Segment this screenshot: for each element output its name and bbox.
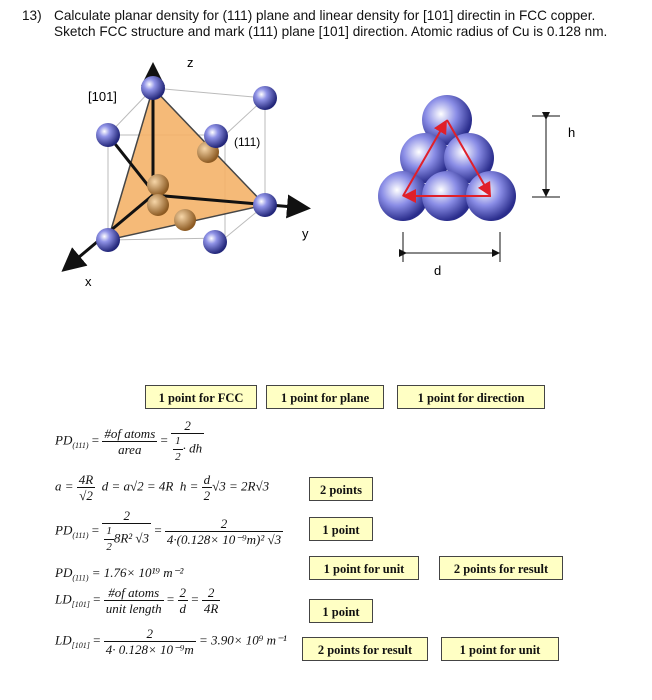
rubric-two-points: 2 points [309, 477, 373, 501]
rubric-one-point-b: 1 point [309, 599, 373, 623]
rubric-unit-b: 1 point for unit [441, 637, 559, 661]
a-lhs: a = [55, 478, 74, 494]
plane-label: (111) [234, 135, 261, 149]
eq5-mid-fraction [178, 585, 189, 616]
a-fraction [77, 472, 95, 503]
y-axis-label: y [302, 226, 309, 241]
eq1-rhs-den-a: 1 [173, 434, 183, 450]
atom-inner [147, 174, 169, 196]
eq3-den-a: 1 [104, 524, 114, 540]
eq6-fraction [104, 626, 196, 657]
rubric-result-b: 2 points for result [302, 637, 428, 661]
atom-corner [96, 123, 120, 147]
h-fraction [202, 472, 213, 503]
equation-a-d-h [55, 472, 269, 503]
pd-label-2: PD [55, 522, 73, 538]
rubric-plane: 1 point for plane [266, 385, 384, 409]
eq1-rhs-fraction [171, 418, 204, 465]
width-dimension [403, 232, 500, 262]
rubric-one-point-a: 1 point [309, 517, 373, 541]
h-expr-a: h = [179, 478, 199, 494]
eq1-den: area [118, 442, 142, 457]
atom-face [204, 124, 228, 148]
eq1-rhs-num: 2 [171, 418, 204, 434]
rubric-direction: 1 point for direction [397, 385, 545, 409]
eq1-rhs-den-b: 2 [175, 451, 181, 463]
eq5-fraction [104, 585, 164, 616]
eq5-den: unit length [105, 601, 162, 616]
atom-corner [141, 76, 165, 100]
eq3-num: 2 [102, 508, 151, 524]
direction-label: [101] [88, 89, 117, 104]
eq1-rhs-den-c: · dh [182, 440, 203, 456]
eq5-rhs-fraction [202, 585, 220, 616]
plane-atoms-figure [378, 95, 575, 278]
eq3-rhs-num: 2 [165, 516, 283, 532]
ld-label: LD [55, 591, 72, 607]
eq4-rhs: = 1.76× 10¹⁹ m⁻² [91, 565, 184, 580]
question-number: 13) [22, 8, 42, 23]
pd-sub-2: (111) [72, 531, 89, 541]
atom-corner [253, 86, 277, 110]
eq6-num: 2 [104, 626, 196, 642]
pd-sub-3: (111) [72, 573, 89, 583]
z-axis-label: z [187, 55, 194, 70]
eq5-mid-num: 2 [179, 585, 187, 600]
height-label: h [568, 125, 576, 140]
ld-label-2: LD [55, 632, 72, 648]
height-dimension [532, 116, 560, 197]
equation-pd-result [55, 565, 183, 583]
eq5-rhs-num: 2 [202, 585, 220, 601]
eq6-rhs: = 3.90× 10⁹ m⁻¹ [199, 632, 287, 648]
ld-sub-2: [101] [71, 641, 90, 651]
pd-sub: (111) [72, 441, 89, 451]
eq5-num: #of atoms [104, 585, 164, 601]
atom-corner [253, 193, 277, 217]
rubric-result-a: 2 points for result [439, 556, 563, 580]
pd-label-3: PD [55, 565, 73, 580]
equation-ld-definition: $LD_{[101]}$ = $\frac{\text{\#of atoms}}{\text{unit length}}$ = $\frac{2}{d}$ = $\frac{2}{4R}$ [55, 585, 219, 616]
eq3-den-c: 8R² √3 [113, 530, 150, 546]
atom-inner [147, 194, 169, 216]
equation-pd-definition: $PD_{(111)}$ = $\frac{\text{\#of atoms}}{\text{area}}$ = 2 $\frac{1}{2}$ · dh [55, 418, 203, 463]
a-num: 4R [78, 472, 94, 487]
h-den: 2 [203, 488, 211, 503]
eq6-den: 4· 0.128× 10⁻⁹m [105, 642, 194, 657]
atom-inner [174, 209, 196, 231]
eq1-fraction [102, 426, 157, 457]
pd-label: PD [55, 432, 73, 448]
h-expr-b: √3 = 2R√3 [212, 478, 270, 494]
equation-ld-result: $LD_{[101]}$ = $\frac{2}{\text{4· 0.128× 10⁻⁹m}}$ = 3.90× 10⁹ m⁻¹ [55, 626, 287, 657]
equation-pd-substitution: $PD_{(111)}$ = 2 $\frac{1}{2}$ 8R² √3 = $\frac{2}{\text{4·(0.128× 10⁻⁹m)² √3}}$ [55, 508, 282, 553]
eq5-mid-den: d [179, 601, 187, 616]
a-den: √2 [79, 488, 93, 503]
eq3-den-b: 2 [106, 541, 112, 553]
eq3-rhs-den: 4·(0.128× 10⁻⁹m)² √3 [166, 532, 282, 547]
fcc-cube-figure [66, 55, 309, 289]
rubric-fcc: 1 point for FCC [145, 385, 257, 409]
atom-corner [96, 228, 120, 252]
atom-corner [203, 230, 227, 254]
width-label: d [434, 263, 442, 278]
rubric-unit-a: 1 point for unit [309, 556, 419, 580]
eq3-rhs-fraction [165, 516, 283, 547]
eq1-num: #of atoms [104, 426, 156, 441]
eq5-rhs-den: 4R [203, 601, 219, 616]
question-text: Calculate planar density for (111) plane and linear density for [101] directin in FCC copper. Sketch FCC structure and mark (111) plane [101] direction. Atomic radius of Cu is 0.128 nm. [54, 8, 608, 39]
eq3-fraction [102, 508, 151, 555]
ld-sub: [101] [71, 600, 90, 610]
x-axis-label: x [85, 274, 92, 289]
h-num: d [203, 472, 211, 487]
d-expr: d = a√2 = 4R [101, 478, 174, 494]
